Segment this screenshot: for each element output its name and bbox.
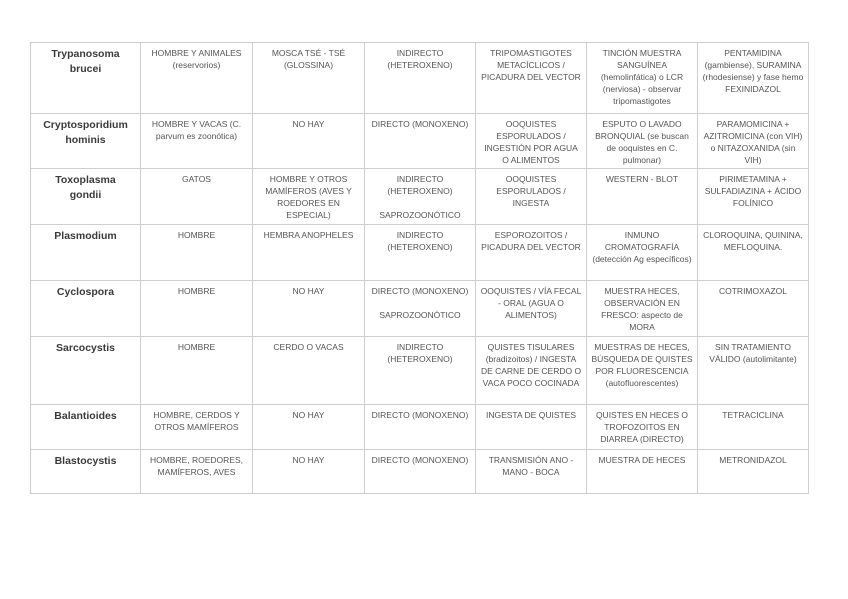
vector-cell — [253, 337, 365, 405]
infective-form-text: ESPOROZOITOS / PICADURA DEL VECTOR — [481, 230, 581, 252]
parasite-name-text: Cryptosporidium hominis — [43, 119, 128, 146]
parasite-name-cell — [31, 43, 141, 114]
treatment-cell — [698, 114, 809, 169]
vector-text: NO HAY — [292, 119, 325, 129]
cycle-text: DIRECTO (MONOXENO) — [371, 119, 469, 129]
vector-cell — [253, 114, 365, 169]
parasite-name-text: Trypanosoma brucei — [51, 48, 120, 75]
infective-form-cell — [476, 281, 587, 337]
diagnosis-cell — [587, 114, 698, 169]
host-cell — [141, 281, 253, 337]
host-text: GATOS — [182, 174, 211, 184]
vector-cell — [253, 225, 365, 281]
infective-form-cell — [476, 169, 587, 225]
table-row — [31, 281, 809, 337]
infective-form-text: TRIPOMASTIGOTES METACÍCLICOS / PICADURA DEL VECTOR — [481, 48, 581, 82]
parasite-name-cell — [31, 337, 141, 405]
cycle-text: INDIRECTO (HETEROXENO) — [387, 342, 453, 364]
infective-form-text: OOQUISTES ESPORULADOS / INGESTIÓN POR AGUA O ALIMENTOS — [484, 119, 578, 165]
infective-form-cell — [476, 450, 587, 494]
diagnosis-text: MUESTRA HECES, OBSERVACIÓN EN FRESCO: aspecto de MORA — [601, 286, 683, 332]
treatment-text: SIN TRATAMIENTO VÁLIDO (autolimitante) — [709, 342, 797, 364]
parasite-name-text: Blastocystis — [54, 455, 117, 467]
host-cell — [141, 337, 253, 405]
cycle-text: INDIRECTO (HETEROXENO) — [387, 230, 453, 252]
diagnosis-text: MUESTRA DE HECES — [598, 455, 686, 465]
treatment-text: PENTAMIDINA (gambiense), SURAMINA (rhodesiense) y fase hemo FEXINIDAZOL — [702, 48, 804, 94]
diagnosis-cell — [587, 169, 698, 225]
parasite-name-cell — [31, 114, 141, 169]
cycle-cell — [365, 450, 476, 494]
vector-cell — [253, 405, 365, 450]
diagnosis-text: INMUNO CROMATOGRAFÍA (detección Ag específicos) — [592, 230, 692, 264]
cycle-cell — [365, 337, 476, 405]
diagnosis-cell — [587, 450, 698, 494]
treatment-cell — [698, 450, 809, 494]
host-text: HOMBRE, CERDOS Y OTROS MAMÍFEROS — [153, 410, 240, 432]
cycle-cell — [365, 114, 476, 169]
parasite-name-cell — [31, 169, 141, 225]
host-text: HOMBRE — [177, 342, 216, 352]
host-cell — [141, 43, 253, 114]
diagnosis-cell — [587, 281, 698, 337]
infective-form-text: QUISTES TISULARES (bradizoitos) / INGESTA DE CARNE DE CERDO O VACA POCO COCINADA — [480, 342, 582, 388]
table-row — [31, 225, 809, 281]
infective-form-cell — [476, 337, 587, 405]
vector-text: HOMBRE Y OTROS MAMÍFEROS (AVES Y ROEDORES EN ESPECIAL) — [265, 174, 352, 220]
diagnosis-text: ESPUTO O LAVADO BRONQUIAL (se buscan de ooquistes en C. pulmonar) — [595, 119, 689, 165]
vector-cell — [253, 169, 365, 225]
cycle-text: INDIRECTO (HETEROXENO) — [387, 48, 453, 70]
cycle-text: INDIRECTO (HETEROXENO) — [387, 174, 453, 196]
host-text: HOMBRE — [177, 286, 216, 296]
infective-form-text: OOQUISTES ESPORULADOS / INGESTA — [496, 174, 566, 208]
cycle-text: DIRECTO (MONOXENO) — [371, 410, 469, 420]
infective-form-cell — [476, 405, 587, 450]
vector-cell — [253, 43, 365, 114]
parasite-name-text: Toxoplasma gondii — [55, 174, 116, 201]
vector-cell — [253, 450, 365, 494]
vector-text: CERDO O VACAS — [273, 342, 344, 352]
host-cell — [141, 225, 253, 281]
parasite-table — [30, 42, 809, 494]
parasite-name-text: Sarcocystis — [56, 342, 115, 354]
cycle-cell — [365, 281, 476, 337]
parasite-name-text: Balantioides — [54, 410, 117, 422]
treatment-cell — [698, 43, 809, 114]
diagnosis-cell — [587, 405, 698, 450]
table-row — [31, 114, 809, 169]
table-row — [31, 169, 809, 225]
diagnosis-cell — [587, 43, 698, 114]
treatment-cell — [698, 405, 809, 450]
treatment-text: METRONIDAZOL — [719, 455, 787, 465]
host-text: HOMBRE — [177, 230, 216, 240]
cycle-note-text: SAPROZOONÓTICO — [379, 310, 461, 320]
treatment-cell — [698, 225, 809, 281]
parasite-name-text: Plasmodium — [54, 230, 117, 242]
host-cell — [141, 169, 253, 225]
infective-form-cell — [476, 114, 587, 169]
cycle-cell — [365, 43, 476, 114]
diagnosis-text: TINCIÓN MUESTRA SANGUÍNEA (hemolinfática) o LCR (nerviosa) - observar tripomastigotes — [600, 48, 684, 106]
table-row — [31, 337, 809, 405]
vector-cell — [253, 281, 365, 337]
parasite-name-cell — [31, 281, 141, 337]
diagnosis-cell — [587, 225, 698, 281]
infective-form-text: INGESTA DE QUISTES — [485, 410, 577, 420]
vector-text: NO HAY — [292, 286, 325, 296]
treatment-cell — [698, 169, 809, 225]
table-row — [31, 405, 809, 450]
cycle-cell — [365, 169, 476, 225]
treatment-text: PARAMOMICINA + AZITROMICINA (con VIH) o NITAZOXANIDA (sin VIH) — [703, 119, 803, 165]
infective-form-cell — [476, 43, 587, 114]
vector-text: MOSCA TSÉ - TSÉ (GLOSSINA) — [271, 48, 346, 70]
parasite-name-cell — [31, 225, 141, 281]
infective-form-text: TRANSMISIÓN ANO - MANO - BOCA — [488, 455, 574, 477]
treatment-text: PIRIMETAMINA + SULFADIAZINA + ÁCIDO FOLÍNICO — [704, 174, 802, 208]
vector-text: NO HAY — [292, 455, 325, 465]
diagnosis-cell — [587, 337, 698, 405]
parasite-table-body — [31, 43, 809, 494]
infective-form-text: OOQUISTES / VÍA FECAL - ORAL (AGUA O ALIMENTOS) — [480, 286, 582, 320]
treatment-cell — [698, 281, 809, 337]
parasite-name-text: Cyclospora — [56, 286, 115, 298]
vector-text: HEMBRA ANOPHELES — [263, 230, 354, 240]
diagnosis-text: MUESTRAS DE HECES, BÚSQUEDA DE QUISTES POR FLUORESCENCIA (autofluorescentes) — [591, 342, 693, 388]
cycle-text: DIRECTO (MONOXENO) — [371, 286, 469, 296]
treatment-text: COTRIMOXAZOL — [718, 286, 787, 296]
treatment-text: CLOROQUINA, QUININA, MEFLOQUINA. — [703, 230, 803, 252]
cycle-cell — [365, 225, 476, 281]
vector-text: NO HAY — [292, 410, 325, 420]
table-row — [31, 450, 809, 494]
table-row — [31, 43, 809, 114]
host-text: HOMBRE Y VACAS (C. parvum es zoonótica) — [151, 119, 242, 141]
cycle-text: DIRECTO (MONOXENO) — [371, 455, 469, 465]
host-cell — [141, 450, 253, 494]
treatment-text: TETRACICLINA — [722, 410, 784, 420]
host-text: HOMBRE, ROEDORES, MAMÍFEROS, AVES — [149, 455, 244, 477]
infective-form-cell — [476, 225, 587, 281]
parasite-name-cell — [31, 405, 141, 450]
diagnosis-text: WESTERN - BLOT — [605, 174, 679, 184]
host-text: HOMBRE Y ANIMALES (reservorios) — [151, 48, 242, 70]
cycle-cell — [365, 405, 476, 450]
cycle-note-text: SAPROZOONÓTICO — [379, 210, 461, 220]
parasite-name-cell — [31, 450, 141, 494]
treatment-cell — [698, 337, 809, 405]
diagnosis-text: QUISTES EN HECES O TROFOZOITOS EN DIARREA (DIRECTO) — [595, 410, 689, 444]
host-cell — [141, 405, 253, 450]
host-cell — [141, 114, 253, 169]
